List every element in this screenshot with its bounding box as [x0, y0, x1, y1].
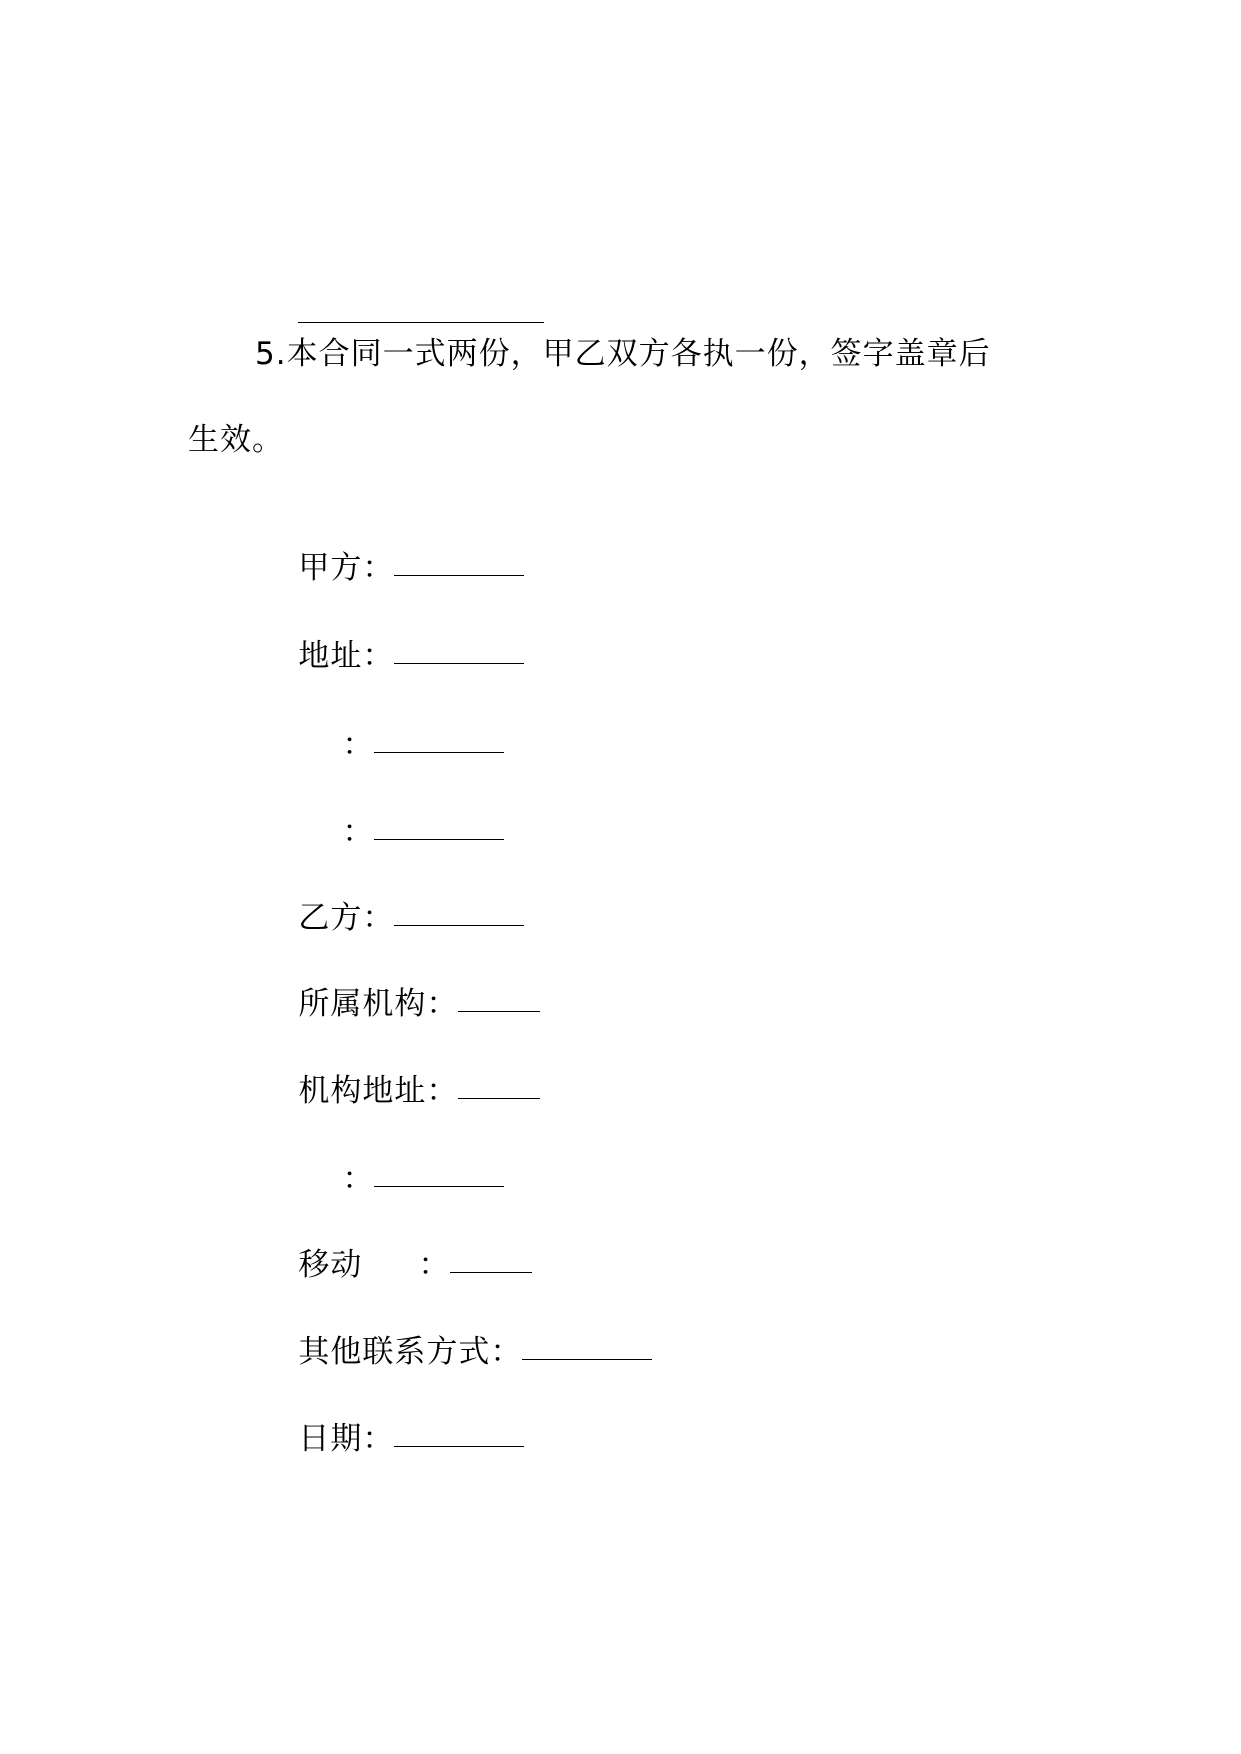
colon-blank-3[interactable] [374, 1185, 504, 1187]
mobile-colon: ： [418, 1247, 451, 1283]
colon-label-1: ： [342, 727, 375, 763]
colon-blank-1[interactable] [374, 751, 504, 753]
date-row [255, 1379, 524, 1499]
institution-address-blank[interactable] [458, 1097, 540, 1099]
colon-blank-2[interactable] [374, 838, 504, 840]
party-a-blank[interactable] [394, 574, 524, 576]
institution-address-label: 机构地址： [298, 1073, 459, 1109]
other-contact-blank[interactable] [522, 1358, 652, 1360]
party-b-label: 乙方： [298, 900, 395, 936]
mobile-blank[interactable] [450, 1271, 532, 1273]
colon-label-2: ： [342, 814, 375, 850]
mobile-label: 移动 [298, 1247, 363, 1283]
top-blank[interactable] [298, 321, 544, 323]
institution-blank[interactable] [458, 1010, 540, 1012]
address-label: 地址： [298, 638, 395, 674]
colon-label-3: ： [342, 1161, 375, 1197]
date-blank[interactable] [394, 1445, 524, 1447]
date-label: 日期： [298, 1421, 395, 1457]
clause-5-line-1: 5.本合同一式两份，甲乙双方各执一份，签字盖章后 [255, 336, 991, 372]
institution-label: 所属机构： [298, 986, 459, 1022]
party-a-label: 甲方： [298, 550, 395, 586]
other-contact-label: 其他联系方式： [298, 1334, 523, 1370]
party-b-blank[interactable] [394, 924, 524, 926]
clause-5-line-2: 生效。 [188, 422, 284, 458]
address-blank[interactable] [394, 662, 524, 664]
